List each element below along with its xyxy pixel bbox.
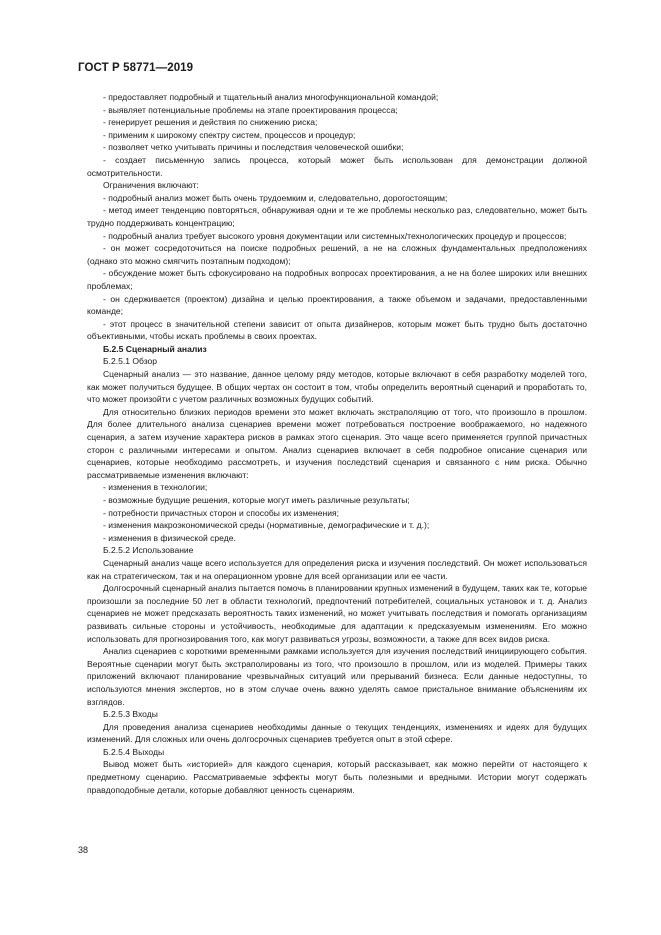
paragraph: Ограничения включают: [103, 180, 199, 191]
paragraph: Вывод может быть «историей» для каждого сценария, который рассказывает, как можно перейти от настоящего к предметному сценарию. Рассматриваемые эффекты могут быть полезными и вредными. Истории могут содержать правдоподобные детали, которые добавляют ценность сценариям. [87, 759, 587, 795]
page-body [87, 91, 587, 796]
page-number: 38 [78, 845, 89, 855]
paragraph: - он может сосредоточиться на поиске подробных решений, а не на сложных фундаментальных предположениях (однако это можно смягчить поэтапным подходом); [87, 243, 587, 266]
paragraph: - создает письменную запись процесса, который может быть использован для демонстрации должной осмотрительности. [87, 154, 587, 178]
paragraph: - выявляет потенциальные проблемы на этапе проектирования процесса; [103, 104, 398, 115]
paragraph: - возможные будущие решения, которые могут иметь различные результаты; [103, 495, 410, 505]
paragraph: - изменения макроэкономической среды (нормативные, демографические и т. д.); [103, 520, 430, 531]
section-heading: Б.2.5 Сценарный анализ [103, 343, 207, 354]
paragraph: - он сдерживается (проектом) дизайна и целью проектирования, а также объемом и задачами, предоставленными команде; [87, 293, 587, 317]
subsection-heading: Б.2.5.2 Использование [103, 545, 194, 556]
paragraph: - применим к широкому спектру систем, процессов и процедур; [103, 129, 356, 140]
paragraph: - изменения в физической среде. [103, 532, 236, 543]
paragraph: - предоставляет подробный и тщательный анализ многофункциональной командой; [103, 92, 439, 102]
paragraph: Сценарный анализ чаще всего используется для определения риска и изучения последствий. Он может использоваться как на стратегическом, так и на операционном уровне для всей организации или ее части. [87, 557, 587, 581]
subsection-heading: Б.2.5.1 Обзор [103, 356, 158, 367]
paragraph: Для проведения анализа сценариев необходимы данные о текущих тенденциях, изменениях и идеях для будущих изменений. Для сложных или очень долгосрочных сценариев требуется опыт в этой сфере. [87, 721, 587, 745]
paragraph: Для относительно близких периодов времени это может включать экстраполяцию от того, что произошло в прошлом. Для более длительного анализа сценариев времени может потребоваться построение воображаемого, но надежного сценария, а затем изучение характера рисков в рамках этого сценария. Это чаще всего применяется группой причастных сторон с различными интересами и опытом. Анализ сценариев включает в себя подробное описание сценария или сценариев, которые необходимо рассмотреть, и изучения последствий сценария и связанного с ним риска. Обычно рассматриваемые изменения включают: [87, 406, 587, 480]
paragraph: Долгосрочный сценарный анализ пытается помочь в планировании крупных изменений в будущем, таких как те, которые произошли за последние 50 лет в области технологий, предпочтений потребителей, социальных установок и т. д. Анализ сценариев не может предсказать вероятность таких изменений, но может учитывать последствия и помогать организациям развивать сильные стороны и устойчивость, необходимые для адаптации к предсказуемым изменениям. Его можно использовать для прогнозирования того, как могут развиваться угрозы, возможности, а также для всех видов риска. [87, 583, 587, 644]
paragraph: - позволяет четко учитывать причины и последствия человеческой ошибки; [103, 142, 404, 153]
paragraph: - потребности причастных сторон и способы их изменения; [103, 507, 340, 518]
paragraph: Сценарный анализ — это название, данное целому ряду методов, которые включают в себя разработку моделей того, как может получиться будущее. В общих чертах он состоит в том, чтобы определить вероятный сценарий и проработать то, что может произойти с учетом различных возможных будущих событий. [87, 369, 587, 405]
document-header: ГОСТ Р 58771—2019 [78, 62, 194, 74]
paragraph: Анализ сценариев с короткими временными рамками используется для изучения последствий инициирующего события. Вероятные сценарии могут быть экстраполированы из того, что произошло в прошлом, или из моделей. Примеры таких приложений включают планирование чрезвычайных ситуаций или прерываний бизнеса. Если данные недоступны, то используются мнения экспертов, но в этом случае очень важно уделять самое пристальное внимание объяснениям их взглядов. [87, 646, 587, 707]
subsection-heading: Б.2.5.4 Выходы [103, 746, 165, 757]
subsection-heading: Б.2.5.3 Входы [103, 709, 158, 720]
paragraph: - подробный анализ может быть очень трудоемким и, следовательно, дорогостоящим; [103, 192, 448, 203]
paragraph: - метод имеет тенденцию повторяться, обнаруживая одни и те же проблемы несколько раз, следовательно, может быть трудно поддерживать концентрацию; [87, 205, 587, 228]
paragraph: - изменения в технологии; [103, 482, 208, 493]
paragraph: - обсуждение может быть сфокусировано на подробных вопросах проектирования, а не на более широких или внешних проблемах; [87, 268, 587, 291]
paragraph: - подробный анализ требует высокого уровня документации или системных/технологических процедур и процессов; [103, 230, 567, 241]
paragraph: - этот процесс в значительной степени зависит от опыта дизайнеров, которым может быть трудно быть достаточно объективными, чтобы искать проблемы в своих проектах. [87, 318, 587, 342]
paragraph: - генерирует решения и действия по снижению риска; [103, 117, 318, 128]
